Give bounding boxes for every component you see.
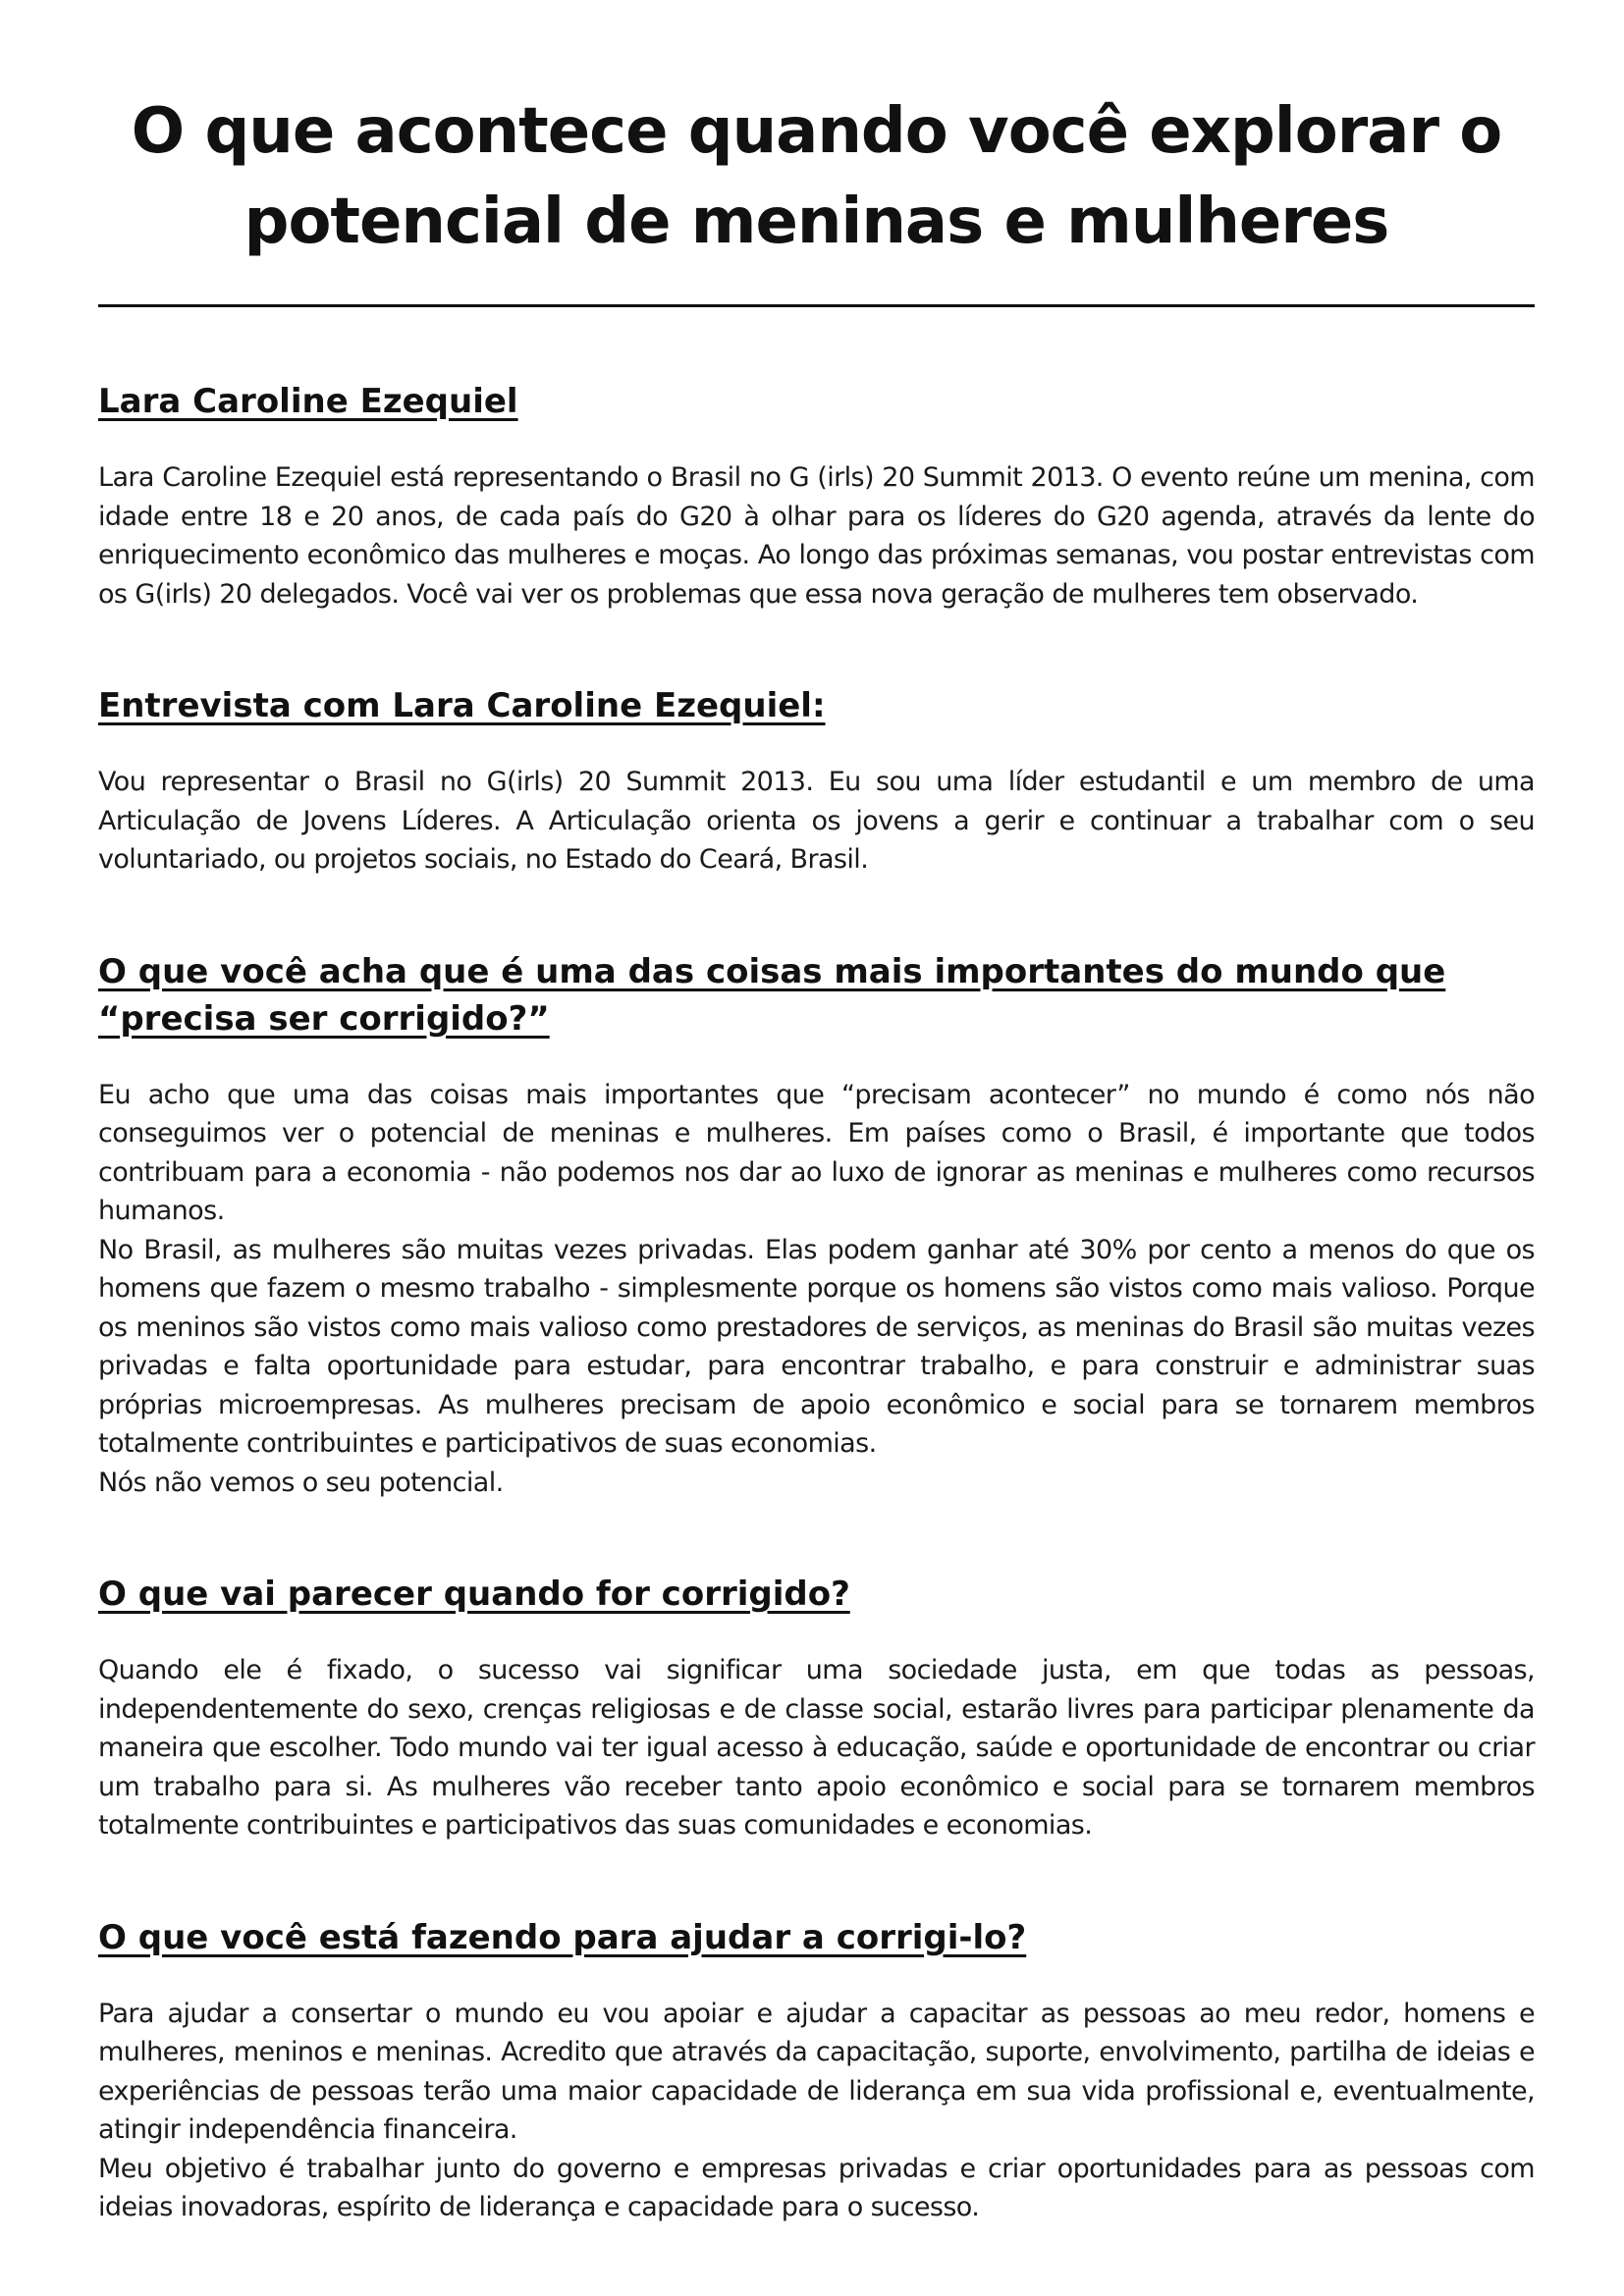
paragraph: Quando ele é fixado, o sucesso vai significar uma sociedade justa, em que todas as pessoas, independentemente do sexo, crenças religiosas e de classe social, estarão livres para participar plenamente da maneira que escolher. Todo mundo vai ter igual acesso à educação, saúde e oportunidade de encontrar ou criar um trabalho para si. As mulheres vão receber tanto apoio econômico e social para se tornarem membros totalmente contribuintes e participativos das suas comunidades e economias. bbox=[98, 1655, 1535, 1841]
document-title: O que acontece quando você explorar o potencial de meninas e mulheres bbox=[131, 95, 1502, 258]
section-ajudar bbox=[98, 1914, 1535, 2227]
section-importante bbox=[98, 948, 1535, 1503]
section-heading: Entrevista com Lara Caroline Ezequiel: bbox=[98, 686, 826, 725]
section-heading: Lara Caroline Ezequiel bbox=[98, 382, 518, 421]
paragraph: Nós não vemos o seu potencial. bbox=[98, 1467, 504, 1498]
section-corrigido bbox=[98, 1571, 1535, 1845]
paragraph: Meu objetivo é trabalhar junto do governo e empresas privadas e criar oportunidades para as pessoas com ideias inovadoras, espírito de liderança e capacidade para o sucesso. bbox=[98, 2153, 1535, 2222]
section-heading: O que você está fazendo para ajudar a corrigi-lo? bbox=[98, 1917, 1027, 1957]
paragraph: Lara Caroline Ezequiel está representando o Brasil no G (irls) 20 Summit 2013. O evento reúne um menina, com idade entre 18 e 20 anos, de cada país do G20 à olhar para os líderes do G20 agenda, através da lente do enriquecimento econômico das mulheres e moças. Ao longo das próximas semanas, vou postar entrevistas com os G(irls) 20 delegados. Você vai ver os problemas que essa nova geração de mulheres tem observado. bbox=[98, 462, 1535, 610]
paragraph: No Brasil, as mulheres são muitas vezes privadas. Elas podem ganhar até 30% por cento a menos do que os homens que fazem o mesmo trabalho - simplesmente porque os homens são vistos como mais valioso. Porque os meninos são vistos como mais valioso como prestadores de serviços, as meninas do Brasil são muitas vezes privadas e falta oportunidade para estudar, para encontrar trabalho, e para construir e administrar suas próprias microempresas. As mulheres precisam de apoio econômico e social para se tornarem membros totalmente contribuintes e participativos de suas economias. bbox=[98, 1234, 1535, 1459]
section-entrevista bbox=[98, 682, 1535, 880]
title-divider bbox=[98, 304, 1535, 307]
section-lara-caroline bbox=[98, 378, 1535, 614]
paragraph: Para ajudar a consertar o mundo eu vou apoiar e ajudar a capacitar as pessoas ao meu redor, homens e mulheres, meninos e meninas. Acredito que através da capacitação, suporte, envolvimento, partilha de ideias e experiências de pessoas terão uma maior capacidade de liderança em sua vida profissional e, eventualmente, atingir independência financeira. bbox=[98, 1998, 1535, 2145]
section-heading: O que vai parecer quando for corrigido? bbox=[98, 1575, 850, 1614]
paragraph: Vou representar o Brasil no G(irls) 20 Summit 2013. Eu sou uma líder estudantil e um membro de uma Articulação de Jovens Líderes. A Articulação orienta os jovens a gerir e continuar a trabalhar com o seu voluntariado, ou projetos sociais, no Estado do Ceará, Brasil. bbox=[98, 767, 1535, 875]
document-page bbox=[98, 0, 1535, 2227]
section-heading: O que você acha que é uma das coisas mais importantes do mundo que “precisa ser corrigido?” bbox=[98, 951, 1446, 1039]
paragraph: Eu acho que uma das coisas mais importantes que “precisam acontecer” no mundo é como nós não conseguimos ver o potencial de meninas e mulheres. Em países como o Brasil, é importante que todos contribuam para a economia - não podemos nos dar ao luxo de ignorar as meninas e mulheres como recursos humanos. bbox=[98, 1079, 1535, 1226]
